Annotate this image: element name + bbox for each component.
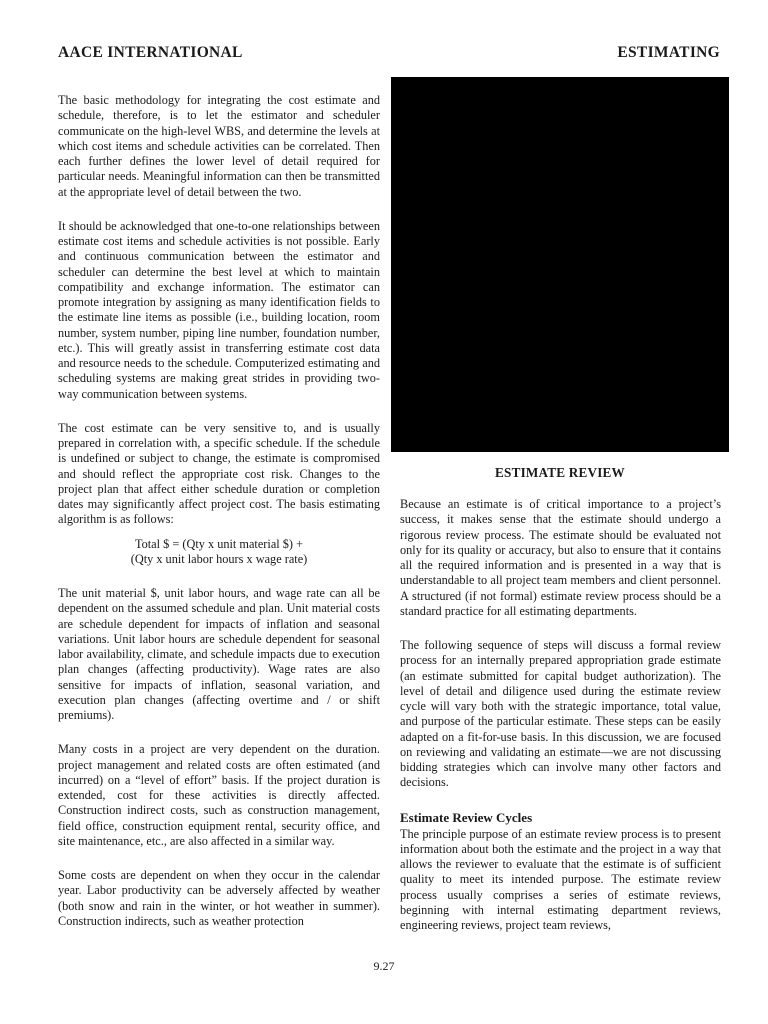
formula-line-2: (Qty x unit labor hours x wage rate)	[130, 551, 308, 566]
paragraph-unit-dependencies: The unit material $, unit labor hours, and wage rate can all be dependent on the assumed schedule and plan. Unit material costs are schedule dependent for impacts of inflation and seasonal variations. Unit labor hours are schedule dependent for seasonal labor availability, climate, and schedule impacts due to execution plan changes (affecting productivity). Wage rates are also sensitive for impacts of inflation, seasonal variation, and execution plan changes (affecting overtime and / or shift premiums).	[58, 586, 380, 722]
formula-line-1: Total $ = (Qty x unit material $) +	[134, 536, 304, 551]
right-column	[400, 497, 721, 952]
running-header-left: AACE INTERNATIONAL	[58, 44, 243, 61]
paragraph-duration-costs: Many costs in a project are very dependent on the duration. project management and related costs are often estimated (and incurred) on a “level of effort” basis. If the project duration is extended, cost for these activities is directly affected. Construction indirect costs, such as construction management, field office, construction equipment rental, security office, and site maintenance, etc., are also affected in a similar way.	[58, 742, 380, 848]
running-header-right: ESTIMATING	[617, 44, 720, 61]
paragraph-review-cycles: The principle purpose of an estimate review process is to present information about both the estimate and the project in a way that allows the reviewer to evaluate that the estimate is of sufficient quality to meet its intended purpose. The estimate review process usually comprises a series of estimate reviews, beginning with internal estimating department reviews, engineering reviews, project team reviews,	[400, 826, 721, 932]
figure-image-black	[391, 77, 729, 452]
page-number: 9.27	[373, 959, 395, 973]
paragraph-methodology: The basic methodology for integrating the cost estimate and schedule, therefore, is to let the estimator and scheduler communicate on the high-level WBS, and determine the levels at which cost items and schedule activities can be correlated. Then each further defines the lower level of detail required for particular needs. Meaningful information can then be transmitted at the appropriate level of detail between the two.	[58, 93, 380, 199]
paragraph-calendar-costs: Some costs are dependent on when they occur in the calendar year. Labor productivity can be adversely affected by weather (both snow and rain in the winter, or hot weather in summer). Construction indirects, such as weather protection	[58, 868, 380, 928]
estimating-formula	[58, 537, 380, 568]
subsection-title-review-cycles: Estimate Review Cycles	[400, 809, 533, 825]
section-title-estimate-review: ESTIMATE REVIEW	[495, 465, 625, 480]
paragraph-relationships: It should be acknowledged that one-to-one relationships between estimate cost items and schedule activities is not possible. Early and continuous communication between the estimator and scheduler can determine the best level at which to maintain compatibility and exchange information. The estimator can promote integration by assigning as many identification fields to the estimate line items as possible (i.e., building location, room number, system number, piping line number, foundation number, etc.). This will greatly assist in transferring estimate cost data and resource needs to the schedule. Computerized estimating and scheduling systems are making great strides in providing two-way communication between systems.	[58, 218, 380, 401]
paragraph-review-importance: Because an estimate is of critical importance to a project’s success, it makes sense that the estimate should undergo a rigorous review process. The estimate should be evaluated not only for its quality or accuracy, but also to ensure that it contains all the required information and is presented in a way that is understandable to all project team members and client personnel. A structured (if not formal) estimate review process should be a standard practice for all estimating departments.	[400, 497, 721, 618]
paragraph-schedule-sensitivity: The cost estimate can be very sensitive to, and is usually prepared in correlation with, a specific schedule. If the schedule is undefined or subject to change, the estimate is compromised and should reflect the appropriate cost risk. Changes to the project plan that affect either schedule duration or completion dates may significantly affect project cost. The basis estimating algorithm is as follows:	[58, 420, 380, 527]
left-column	[58, 93, 380, 948]
paragraph-review-sequence: The following sequence of steps will discuss a formal review process for an internally prepared appropriation grade estimate (an estimate submitted for capital budget authorization). The level of detail and diligence used during the estimate review cycle will vary both with the strategic importance, total value, and purpose of the particular estimate. These steps can be easily adapted on a fit-for-use basis. In this discussion, we are focused on reviewing and validating an estimate—we are not discussing bidding strategies which can involve many other factors and decisions.	[400, 638, 721, 790]
